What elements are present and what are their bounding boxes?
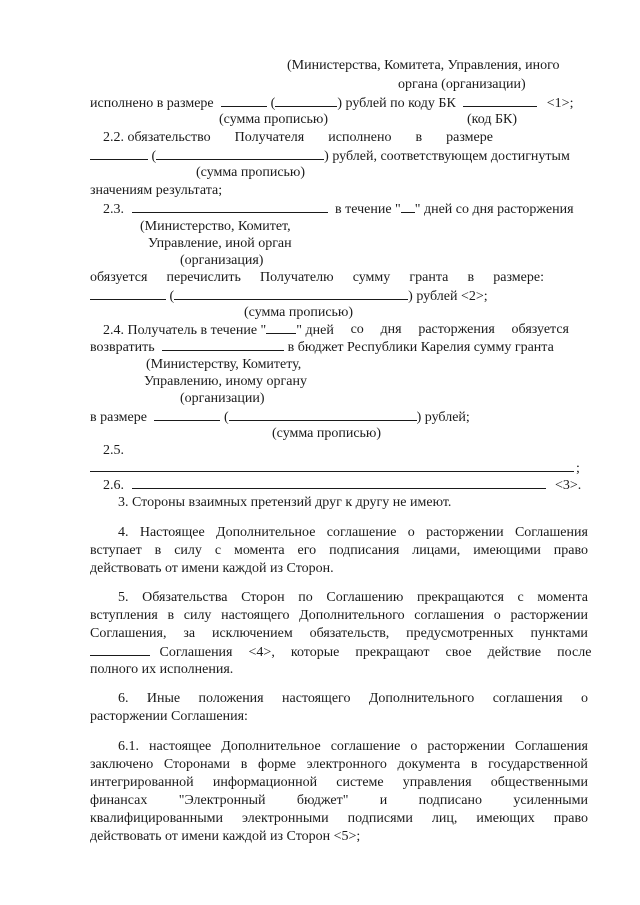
footnote-1: <1>;: [546, 96, 574, 111]
days-blank: [266, 321, 296, 334]
sum-in-words-label: (сумма прописью): [272, 426, 382, 441]
clause-4-line-2: вступает в силу с момента его подписания лицами, имеющими право: [90, 543, 588, 558]
sum-in-words-label: (сумма прописью): [196, 165, 306, 180]
authority-note-line-1: (Министерства, Комитета, Управления, иного: [287, 58, 560, 73]
amount-blank: [90, 287, 166, 300]
amount-blank: [154, 408, 220, 421]
clause-3: 3. Стороны взаимных претензий друг к другу не имеют.: [118, 495, 452, 510]
clause-4-line-3: действовать от имени каждой из Сторон.: [90, 561, 334, 576]
amount-blank: [90, 147, 148, 160]
clause-2-2-line-2: ( ) рублей, соответствующем достигнутым: [90, 147, 570, 165]
clause-6-1-line-4: финансах "Электронный бюджет" и подписано усиленными: [90, 793, 588, 808]
amount-blank: [221, 94, 267, 107]
clause-5-line-1: 5. Обязательства Сторон по Соглашению прекращаются с момента: [118, 590, 588, 605]
authority-blank: [132, 200, 328, 213]
authority-note-2: Управление, иной орган: [148, 236, 292, 251]
amount-words-blank: [174, 287, 408, 300]
clauses-blank: [90, 643, 150, 656]
clause-6-1-line-1: 6.1. настоящее Дополнительное соглашение о расторжении Соглашения: [118, 739, 588, 754]
days-blank: [401, 200, 415, 213]
clause-6-line-2: расторжении Соглашения:: [90, 709, 248, 724]
authority-note-1: (Министерству, Комитету,: [146, 357, 302, 372]
authority-note-1: (Министерство, Комитет,: [140, 219, 291, 234]
clause-5-line-2: вступления в силу настоящего Дополнительного соглашения о расторжении: [90, 608, 588, 623]
clause-2-4-line-3: в размере ( ) рублей;: [90, 410, 470, 425]
clause-2-6-line: 2.6. <3>.: [103, 478, 582, 493]
clause-2-5-number: 2.5.: [103, 443, 124, 458]
clause-6-1-line-5: квалифицированными электронными подписями лиц, имеющих право: [90, 811, 588, 826]
clause-2-4-line-2: возвратить в бюджет Республики Карелия сумму гранта: [90, 340, 554, 355]
sum-in-words-label: (сумма прописью): [219, 112, 329, 127]
sum-in-words-label: (сумма прописью): [244, 305, 354, 320]
clause-5-line-3: Соглашения, за исключением обязательств, предусмотренных пунктами: [90, 626, 588, 641]
clause-4-line-1: 4. Настоящее Дополнительное соглашение о расторжении Соглашения: [118, 525, 588, 540]
authority-note-3: (организация): [180, 253, 264, 268]
clause-2-5-line: ;: [90, 459, 580, 477]
clause-2-2-line-1: 2.2. обязательство Получателя исполнено в размере: [103, 130, 493, 145]
bk-code-blank: [463, 94, 537, 107]
amount-words-blank: [275, 94, 337, 107]
authority-note-line-2: органа (организации): [398, 77, 526, 92]
amount-words-blank: [156, 147, 324, 160]
clause-2-3-line-1: 2.3. в течение " " дней со дня расторжения: [103, 202, 574, 217]
paid-amount-prefix: исполнено в размере: [90, 96, 214, 111]
clause-5-line-4: Соглашения <4>, которые прекращают свое действие после: [90, 643, 592, 661]
amount-words-blank: [229, 408, 417, 421]
paid-amount-line: исполнено в размере ( ) рублей по коду БК <1>;: [90, 96, 574, 111]
clause-2-5-blank: [90, 459, 574, 472]
clause-2-2-line-3: значениям результата;: [90, 183, 223, 198]
paid-amount-rubles: рублей по коду БК: [345, 96, 456, 111]
clause-2-6-blank: [132, 476, 546, 489]
clause-6-line-1: 6. Иные положения настоящего Дополнительного соглашения о: [118, 691, 588, 706]
clause-2-4-line-1: 2.4. Получатель в течение " " дней со дня расторжения обязуется: [103, 322, 569, 338]
clause-2-3-line-3: ( ) рублей <2>;: [90, 287, 488, 305]
clause-6-1-line-3: интегрированной информационной системе управления общественными: [90, 775, 588, 790]
bk-code-label: (код БК): [467, 112, 518, 127]
clause-6-1-line-2: заключено Сторонами в форме электронного документа в государственной: [90, 757, 588, 772]
authority-blank: [162, 338, 284, 351]
clause-2-3-line-2: обязуется перечислить Получателю сумму гранта в размере:: [90, 270, 544, 285]
clause-5-line-5: полного их исполнения.: [90, 662, 234, 677]
authority-note-2: Управлению, иному органу: [144, 374, 307, 389]
authority-note-3: (организации): [180, 391, 265, 406]
clause-6-1-line-6: действовать от имени каждой из Сторон <5>;: [90, 829, 361, 844]
